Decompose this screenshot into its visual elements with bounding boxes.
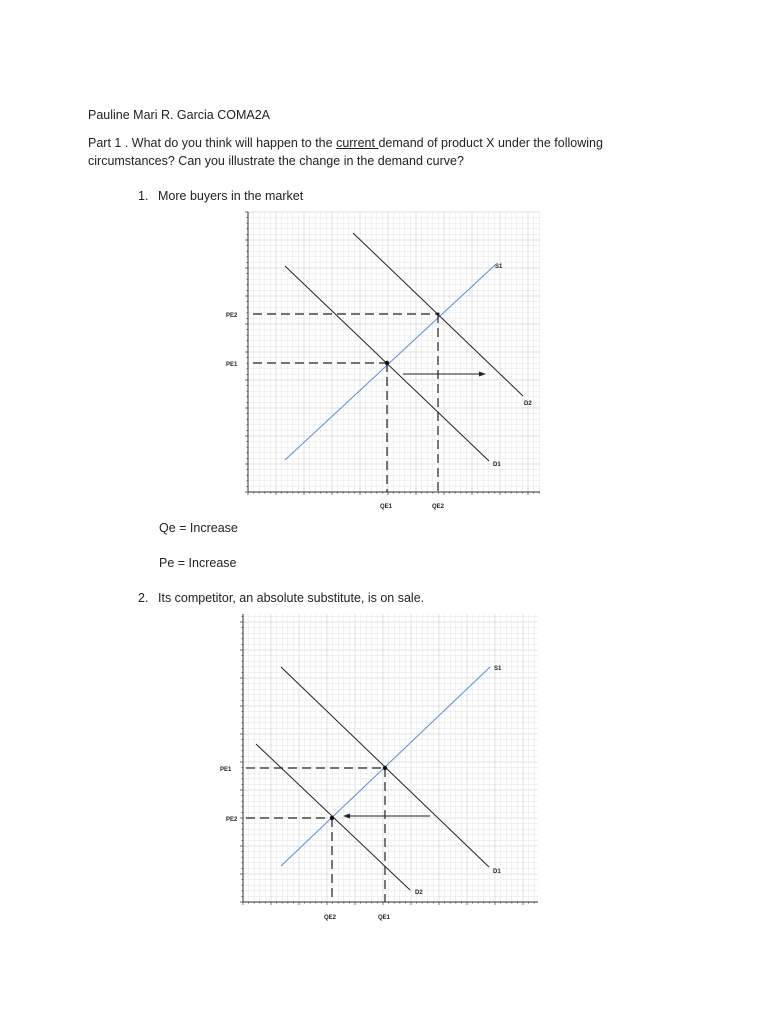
axes	[243, 614, 538, 902]
part1-prefix: Part 1 . What do you think will happen to the	[88, 136, 337, 150]
label-d2: D2	[415, 890, 423, 896]
label-pe1: PE1	[226, 362, 238, 368]
question-text: Its competitor, an absolute substitute, is on sale.	[158, 591, 425, 605]
result-pe: Pe = Increase	[159, 556, 237, 570]
equilibrium-point-2	[330, 816, 334, 820]
question-number: 1.	[138, 189, 149, 203]
label-s1: S1	[495, 264, 503, 270]
label-qe1: QE1	[378, 915, 391, 921]
label-qe1: QE1	[380, 504, 393, 510]
label-pe2: PE2	[226, 817, 238, 823]
author-line: Pauline Mari R. Garcia COMA2A	[88, 108, 271, 122]
question-2	[138, 589, 424, 607]
question-text: More buyers in the market	[158, 189, 304, 203]
part1-emphasis: current	[336, 136, 379, 150]
label-d1: D1	[493, 462, 501, 468]
equilibrium-point-1	[383, 766, 387, 770]
label-qe2: QE2	[432, 504, 445, 510]
part1-question	[88, 134, 648, 170]
graph-2	[210, 610, 540, 930]
question-number: 2.	[138, 591, 149, 605]
part1-suffix: demand of product X under the following circumstances? Can you illustrate the change in the demand curve?	[88, 136, 603, 168]
label-qe2: QE2	[324, 915, 337, 921]
equilibrium-point-1	[385, 361, 389, 365]
label-d1: D1	[493, 869, 501, 875]
question-1	[138, 187, 303, 205]
shift-arrow-right	[403, 372, 486, 377]
result-qe: Qe = Increase	[159, 521, 238, 535]
label-d2: D2	[524, 401, 532, 407]
label-pe1: PE1	[220, 767, 232, 773]
label-s1: S1	[494, 666, 502, 672]
equilibrium-point-2	[437, 313, 440, 316]
label-pe2: PE2	[226, 313, 238, 319]
graph-1	[215, 208, 545, 513]
grid	[243, 614, 538, 902]
grid	[248, 212, 540, 492]
